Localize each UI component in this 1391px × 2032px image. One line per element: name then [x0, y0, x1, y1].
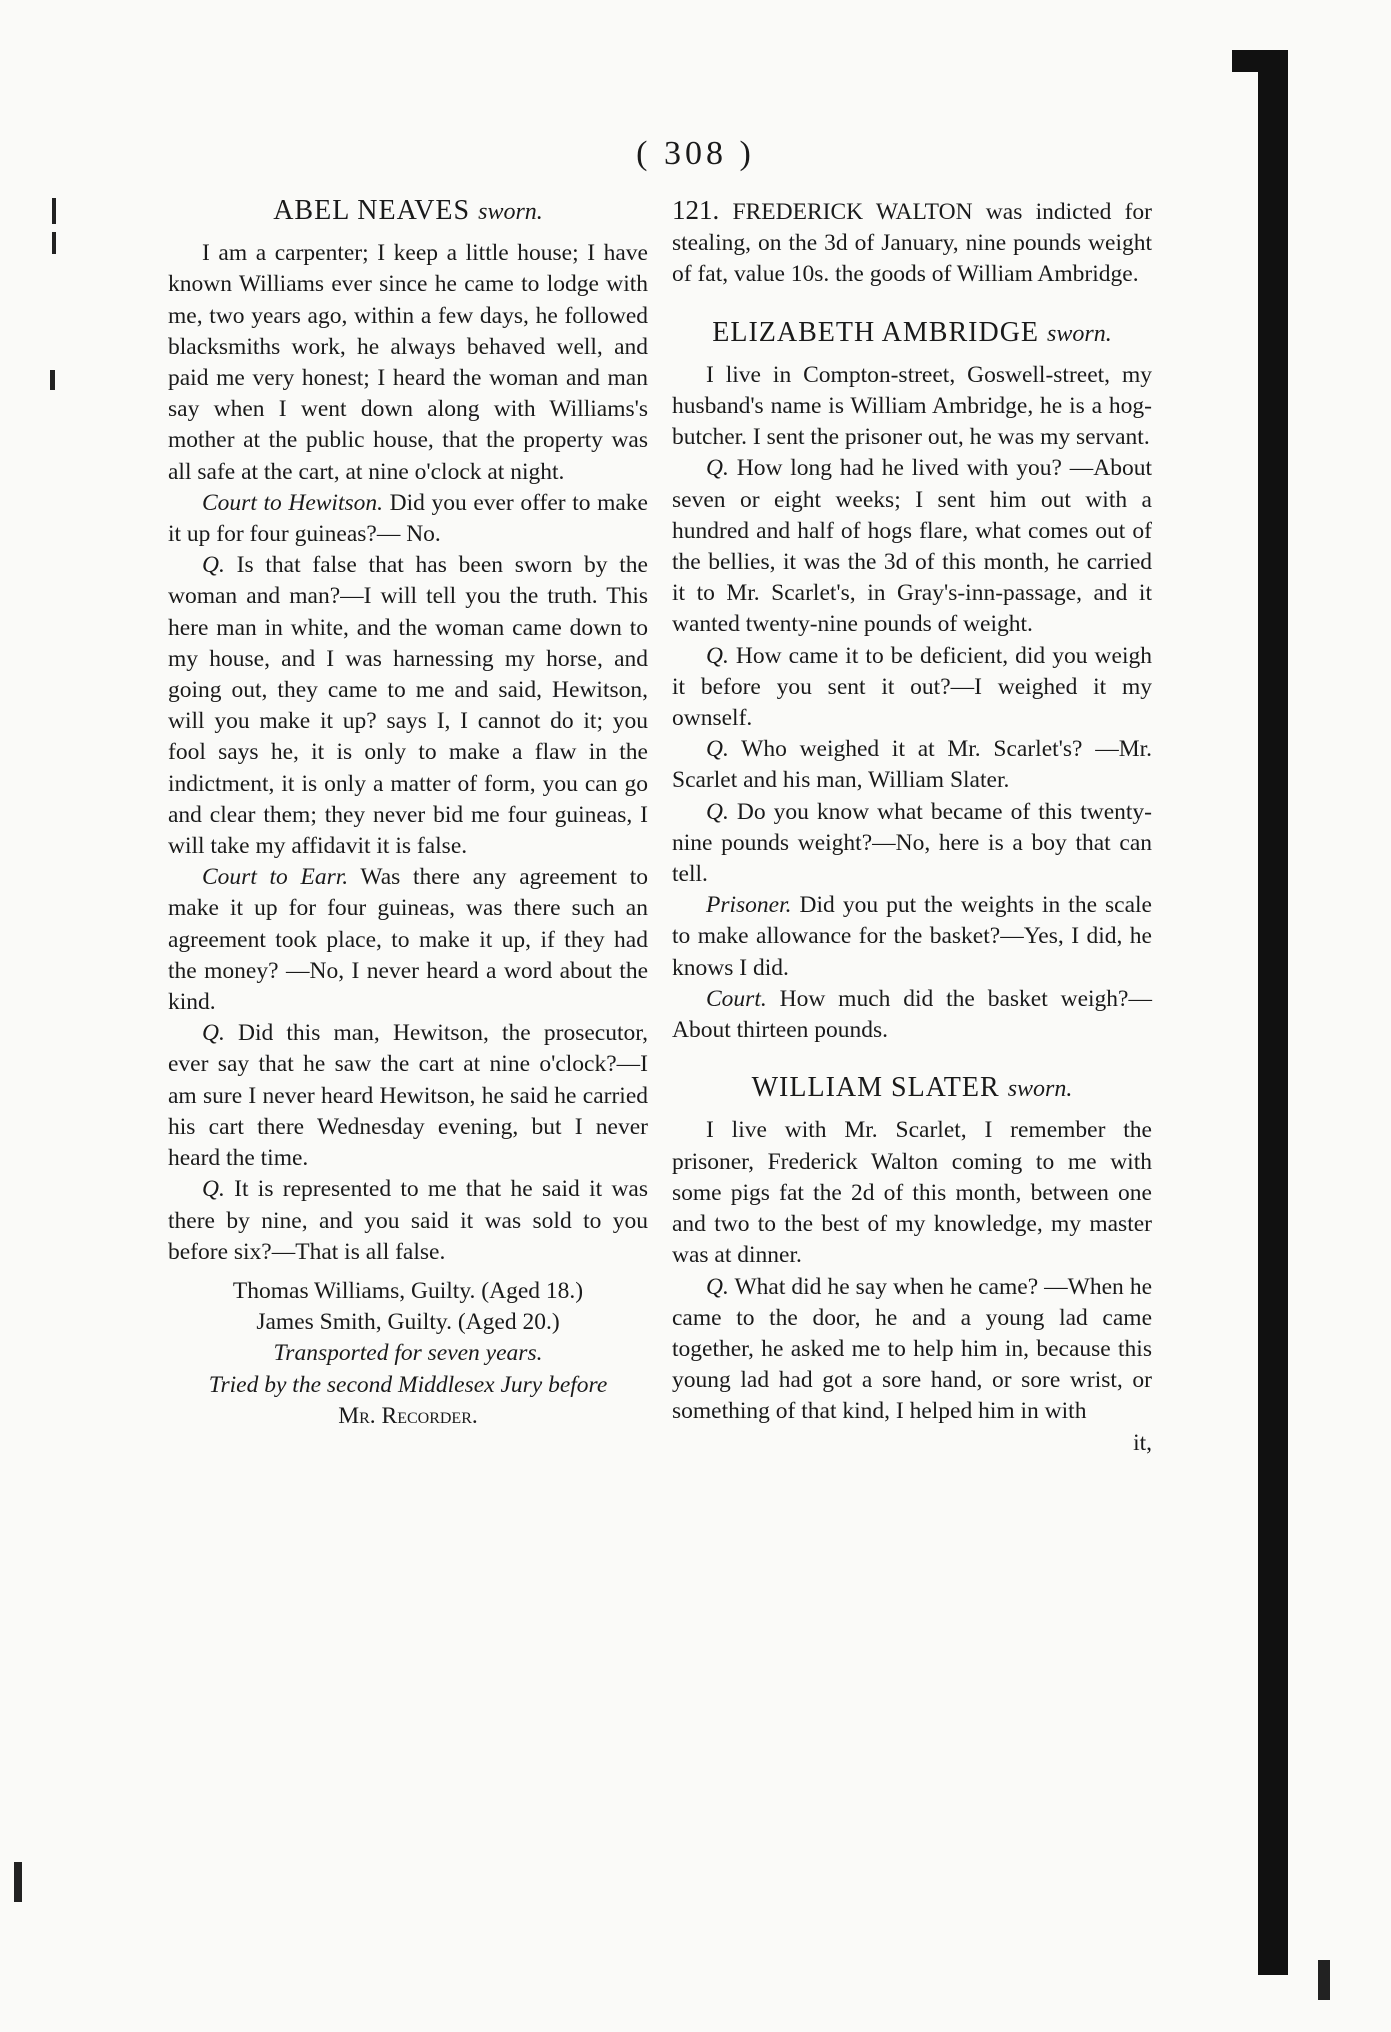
testimony-paragraph — [672, 984, 1152, 1046]
verdict-line: Thomas Williams, Guilty. (Aged 18.) — [232, 1277, 584, 1304]
right-column — [672, 195, 1152, 1459]
speaker-label: Q. — [706, 798, 729, 825]
page-number: ( 308 ) — [636, 135, 755, 172]
testimony-paragraph — [672, 453, 1152, 640]
testimony-block — [672, 1115, 1152, 1427]
margin-mark — [1318, 1960, 1330, 2000]
testimony-paragraph — [672, 890, 1152, 984]
tried-judge: Mr. Recorder. — [338, 1402, 478, 1429]
paragraph-text: What did he say when he came? —When he came to the door, he and a young lad came together, he asked me to help him in, because this young lad had got a sore hand, or sore wrist, or something of that kind, I helped him in with — [672, 1273, 1152, 1425]
paragraph-text: Do you know what became of this twenty-nine pounds weight?—No, here is a boy that can tell. — [672, 798, 1152, 888]
speaker-label: Q. — [706, 455, 729, 482]
margin-mark — [50, 370, 55, 390]
sworn-label: sworn. — [1007, 1076, 1073, 1103]
paragraph-text: Did this man, Hewitson, the prosecutor, ever say that he saw the cart at nine o'clock?—I am sure I never heard Hewitson, he said he carried his cart there Wednesday evening, but I never heard the time. — [168, 1020, 648, 1172]
verdict-line: James Smith, Guilty. (Aged 20.) — [256, 1309, 560, 1336]
witness-heading — [168, 195, 648, 228]
paragraph-text: I live in Compton-street, Goswell-street, my husband's name is William Ambridge, he is a hog-butcher. I sent the prisoner out, he was my servant. — [672, 361, 1152, 451]
left-column — [168, 195, 648, 1432]
testimony-paragraph — [168, 862, 648, 1018]
catchword: it, — [1133, 1429, 1152, 1456]
testimony-paragraph — [168, 238, 648, 488]
tried-line — [168, 1370, 648, 1432]
case-text: FREDERICK WALTON was indicted for stealing, on the 3d of January, nine pounds weight of fat, value 10s. the goods of William Ambridge. — [672, 199, 1152, 288]
speaker-label: Court. — [706, 985, 767, 1012]
testimony-paragraph — [672, 734, 1152, 796]
speaker-label: Q. — [202, 1020, 225, 1047]
tried-prefix: Tried by the second Middlesex Jury before — [208, 1371, 608, 1398]
witness-name: ABEL NEAVES — [273, 195, 471, 226]
testimony-block — [168, 238, 648, 1268]
speaker-label: Q. — [706, 736, 729, 763]
paragraph-text: Who weighed it at Mr. Scarlet's? —Mr. Scarlet and his man, William Slater. — [672, 736, 1152, 794]
paragraph-text: How came it to be deficient, did you weigh it before you sent it out?—I weighed it my ownself. — [672, 642, 1152, 732]
speaker-label: Q. — [202, 552, 225, 579]
sworn-label: sworn. — [1047, 320, 1112, 347]
case-number: 121. — [672, 195, 720, 225]
margin-mark — [52, 232, 56, 254]
witness-heading — [672, 1072, 1152, 1105]
speaker-label: Prisoner. — [706, 892, 792, 919]
testimony-paragraph — [168, 550, 648, 862]
speaker-label: Court to Hewitson. — [202, 489, 383, 516]
verdict-block — [168, 1276, 648, 1432]
margin-mark — [14, 1862, 22, 1902]
speaker-label: Q. — [706, 642, 729, 669]
paragraph-text: Did you ever offer to make it up for four guineas?— No. — [168, 489, 648, 548]
paragraph-text: How much did the basket weigh?—About thirteen pounds. — [672, 985, 1152, 1044]
witness-name: ELIZABETH AMBRIDGE — [712, 316, 1040, 348]
speaker-label: Court to Earr. — [202, 864, 349, 891]
testimony-paragraph — [672, 1272, 1152, 1428]
case-statement — [672, 195, 1152, 291]
paragraph-text: Was there any agreement to make it up for four guineas, was there such an agreement took place, to make it up, if they had the money? —No, I never heard a word about the kind. — [168, 864, 649, 1016]
testimony-paragraph — [168, 1174, 648, 1268]
witness-heading — [672, 317, 1152, 350]
book-spine-shadow-top — [1232, 50, 1288, 72]
book-spine-shadow — [1258, 50, 1288, 1975]
testimony-paragraph — [672, 360, 1152, 454]
paragraph-text: I am a carpenter; I keep a little house; I have known Williams ever since he came to lodge with me, two years ago, within a few days, he followed blacksmiths work, he always behaved well, and paid me very honest; I heard the woman and man say when I went down along with Williams's mother at the public house, that the property was all safe at the cart, at nine o'clock at night. — [168, 240, 648, 485]
testimony-paragraph — [168, 488, 648, 550]
speaker-label: Q. — [202, 1176, 225, 1203]
paragraph-text: Is that false that has been sworn by the woman and man?—I will tell you the truth. This here man in white, and the woman came down to my house, and I was harnessing my horse, and going out, they came to me and said, Hewitson, will you make it up? says I, I cannot do it; you fool says he, it is only to make a flaw in the indictment, it is only a matter of form, you can go and clear them; they never bid me four guineas, I will take my affidavit it is false. — [168, 552, 648, 860]
sworn-label: sworn. — [478, 199, 543, 225]
speaker-label: Q. — [706, 1273, 729, 1300]
sentence-line: Transported for seven years. — [273, 1340, 543, 1367]
testimony-paragraph — [672, 641, 1152, 735]
testimony-paragraph — [672, 797, 1152, 891]
paragraph-text: It is represented to me that he said it was there by nine, and you said it was sold to you before six?—That is all false. — [168, 1176, 648, 1265]
testimony-paragraph — [168, 1018, 648, 1174]
margin-mark — [52, 198, 56, 224]
witness-name: WILLIAM SLATER — [751, 1072, 1000, 1104]
paragraph-text: I live with Mr. Scarlet, I remember the prisoner, Frederick Walton coming to me with some pigs fat the 2d of this month, between one and two to the best of my knowledge, my master was at dinner. — [672, 1117, 1152, 1269]
testimony-paragraph — [672, 1115, 1152, 1271]
paragraph-text: How long had he lived with you? —About seven or eight weeks; I sent him out with a hundred and half of hogs flare, what comes out of the bellies, it was the 3d of this month, he carried it to Mr. Scarlet's, in Gray's-inn-passage, and it wanted twenty-nine pounds of weight. — [672, 455, 1152, 638]
testimony-block — [672, 360, 1152, 1046]
paragraph-text: Did you put the weights in the scale to make allowance for the basket?—Yes, I did, he knows I did. — [672, 892, 1152, 981]
